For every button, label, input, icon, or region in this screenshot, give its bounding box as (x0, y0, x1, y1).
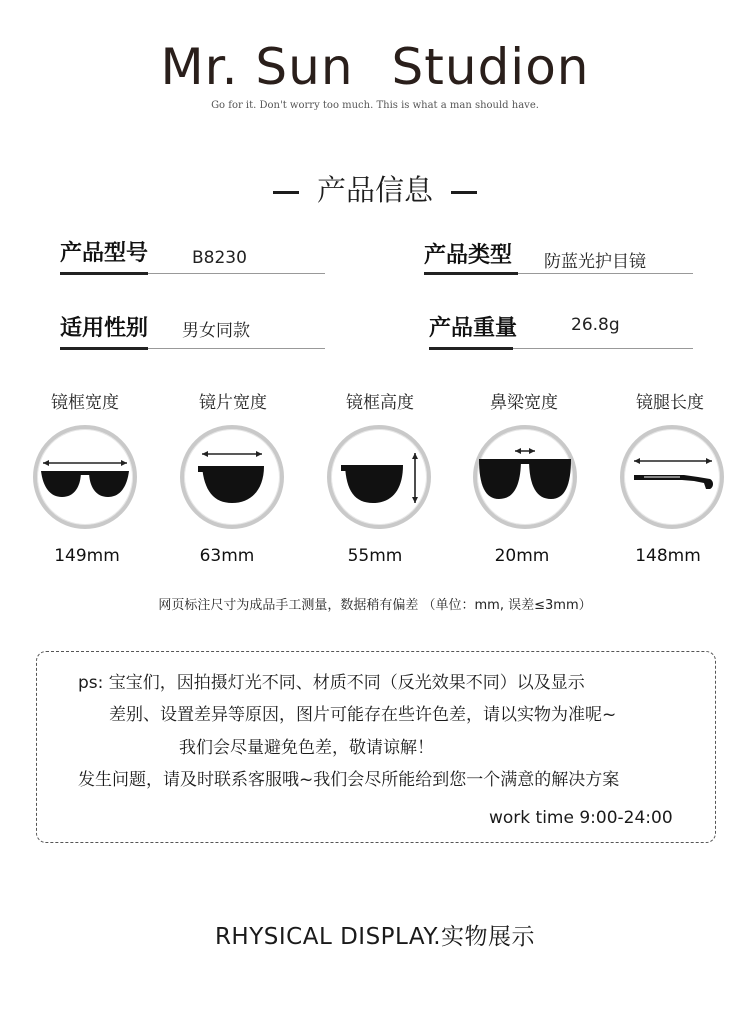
lens-width-circle (180, 425, 284, 529)
lens-width-value: 63mm (199, 546, 255, 566)
brand-tagline: Go for it. Don't worry too much. This is what a man should have. (211, 100, 539, 111)
frame-width-label: 镜框宽度 (51, 393, 119, 413)
section-title (0, 168, 750, 209)
weight-underline-accent (429, 347, 513, 350)
notice-line-3: 我们会尽量避免色差，敬请谅解！ (179, 738, 434, 758)
weight-underline (513, 348, 693, 349)
type-label: 产品类型 (424, 243, 513, 268)
weight-value: 26.8g (571, 315, 620, 335)
model-label: 产品型号 (60, 241, 149, 266)
frame-height-icon (331, 429, 427, 525)
brand-name-part1: Mr. Sun (160, 38, 354, 96)
frame-height-value: 55mm (347, 546, 403, 566)
frame-height-label: 镜框高度 (346, 393, 414, 413)
frame-width-circle (33, 425, 137, 529)
type-underline (518, 273, 693, 274)
type-value: 防蓝光护目镜 (544, 252, 646, 272)
gender-label: 适用性别 (60, 316, 149, 341)
lens-width-label: 镜片宽度 (199, 393, 267, 413)
notice-line-2: 差别、设置差异等原因，图片可能存在些许色差，请以实物为准呢~ (109, 705, 617, 725)
type-underline-accent (424, 272, 518, 275)
temple-length-circle (620, 425, 724, 529)
title-dash-right (451, 191, 477, 194)
section-title-text: 产品信息 (316, 173, 433, 207)
physical-display-heading: RHYSICAL DISPLAY.实物展示 (214, 924, 536, 950)
bridge-width-circle (473, 425, 577, 529)
brand-title (0, 38, 750, 96)
brand-name-part2: Studion (391, 38, 590, 96)
model-value: B8230 (192, 248, 247, 268)
lens-width-icon (184, 429, 280, 525)
gender-underline-accent (60, 347, 148, 350)
temple-length-icon (624, 429, 720, 525)
bridge-width-icon (477, 429, 573, 525)
notice-line-1: ps: 宝宝们，因拍摄灯光不同、材质不同（反光效果不同）以及显示 (78, 673, 585, 693)
frame-height-circle (327, 425, 431, 529)
bridge-width-value: 20mm (494, 546, 550, 566)
measurement-note: 网页标注尺寸为成品手工测量，数据稍有偏差 （单位：mm, 误差≤3mm） (158, 598, 592, 613)
temple-length-value: 148mm (635, 546, 701, 566)
temple-length-label: 镜腿长度 (636, 393, 704, 413)
weight-label: 产品重量 (429, 316, 518, 341)
bridge-width-label: 鼻梁宽度 (490, 393, 558, 413)
frame-width-value: 149mm (54, 546, 120, 566)
frame-width-icon (37, 429, 133, 525)
model-underline (148, 273, 325, 274)
gender-underline (148, 348, 325, 349)
gender-value: 男女同款 (182, 321, 250, 341)
work-time: work time 9:00-24:00 (489, 808, 673, 828)
notice-line-4: 发生问题，请及时联系客服哦~我们会尽所能给到您一个满意的解决方案 (78, 770, 620, 790)
title-dash-left (273, 191, 299, 194)
model-underline-accent (60, 272, 148, 275)
